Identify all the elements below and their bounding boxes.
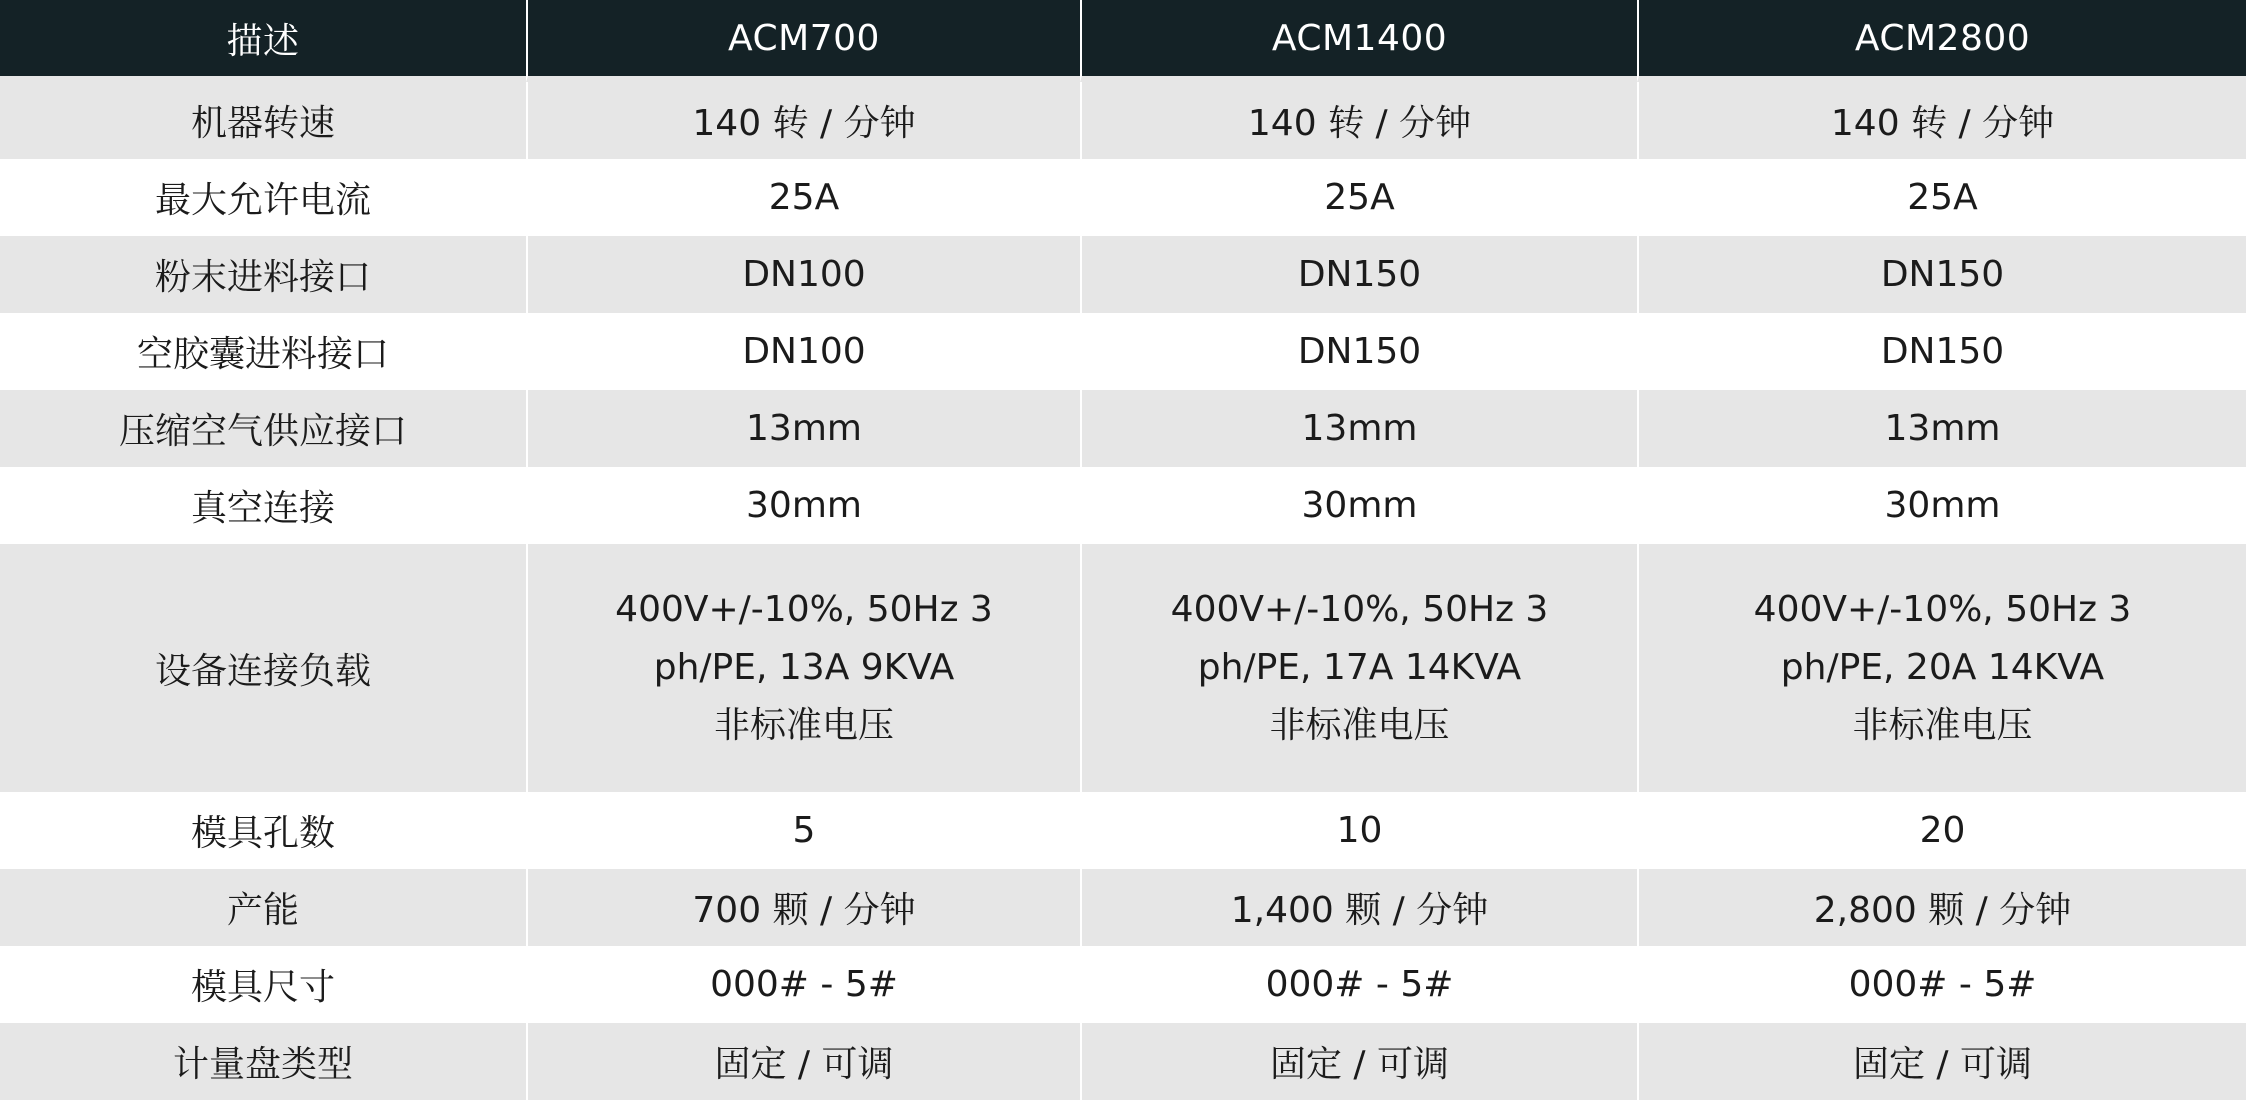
value-line: 400V+/-10%, 50Hz 3 <box>1170 589 1549 630</box>
value-line: 140 转 / 分钟 <box>1247 103 1472 144</box>
value-line: DN150 <box>1880 331 2005 372</box>
value-line: ph/PE, 17A 14KVA <box>1197 647 1522 688</box>
value-cell <box>1080 236 1637 313</box>
value-line: 非标准电压 <box>1852 705 2033 746</box>
header-description: 描述 <box>0 0 526 82</box>
value-cell <box>1637 390 2246 467</box>
value-line: 400V+/-10%, 50Hz 3 <box>615 589 993 630</box>
value-cell <box>1080 869 1637 946</box>
value-line: 固定 / 可调 <box>1852 1044 2033 1085</box>
value-line: 固定 / 可调 <box>1269 1044 1450 1085</box>
value-line: 25A <box>1907 177 1978 218</box>
value-line: 固定 / 可调 <box>714 1044 894 1085</box>
value-line: 10 <box>1336 810 1383 851</box>
value-cell <box>1637 236 2246 313</box>
value-cell <box>1080 946 1637 1023</box>
table-row <box>0 313 2246 390</box>
table-row <box>0 1023 2246 1100</box>
value-line: 400V+/-10%, 50Hz 3 <box>1753 589 2132 630</box>
value-cell <box>1637 544 2246 792</box>
value-cell <box>1637 467 2246 544</box>
value-cell <box>1080 792 1637 869</box>
value-cell <box>1637 946 2246 1023</box>
value-line: 非标准电压 <box>713 705 894 746</box>
value-line: DN150 <box>1297 254 1422 295</box>
table-row <box>0 544 2246 792</box>
table-row <box>0 390 2246 467</box>
row-label: 空胶囊进料接口 <box>0 313 526 390</box>
header-acm700: ACM700 <box>526 0 1080 82</box>
value-cell <box>526 236 1080 313</box>
value-cell <box>1080 82 1637 159</box>
value-cell <box>526 946 1080 1023</box>
value-line: 13mm <box>1301 408 1418 449</box>
value-cell <box>526 544 1080 792</box>
value-line: 140 转 / 分钟 <box>692 103 916 144</box>
value-cell <box>1637 869 2246 946</box>
value-cell <box>1080 1023 1637 1100</box>
table-row <box>0 946 2246 1023</box>
value-line: ph/PE, 20A 14KVA <box>1780 647 2105 688</box>
value-cell <box>526 1023 1080 1100</box>
table-row <box>0 792 2246 869</box>
value-line: 20 <box>1919 810 1966 851</box>
value-line: DN100 <box>742 254 866 295</box>
value-cell <box>526 467 1080 544</box>
table-row <box>0 869 2246 946</box>
value-cell <box>526 313 1080 390</box>
table-header-row <box>0 0 2246 82</box>
row-label: 机器转速 <box>0 82 526 159</box>
value-cell <box>1637 792 2246 869</box>
value-cell <box>526 159 1080 236</box>
value-cell <box>1080 390 1637 467</box>
value-cell <box>1080 159 1637 236</box>
value-line: 140 转 / 分钟 <box>1830 103 2055 144</box>
value-line: 000# - 5# <box>1265 964 1454 1005</box>
value-line: 30mm <box>746 485 862 526</box>
value-line: 700 颗 / 分钟 <box>692 890 916 931</box>
value-cell <box>1080 544 1637 792</box>
value-cell <box>526 792 1080 869</box>
value-cell <box>1637 82 2246 159</box>
header-acm1400: ACM1400 <box>1080 0 1637 82</box>
value-line: 000# - 5# <box>1848 964 2037 1005</box>
value-line: 5 <box>792 810 816 851</box>
value-line: 30mm <box>1301 485 1418 526</box>
value-cell <box>526 390 1080 467</box>
value-line: 13mm <box>1884 408 2001 449</box>
value-line: 25A <box>768 177 840 218</box>
row-label: 最大允许电流 <box>0 159 526 236</box>
value-line: 000# - 5# <box>710 964 898 1005</box>
value-cell <box>1637 159 2246 236</box>
table-row <box>0 467 2246 544</box>
value-line: DN150 <box>1880 254 2005 295</box>
value-cell <box>1080 313 1637 390</box>
row-label: 粉末进料接口 <box>0 236 526 313</box>
value-cell <box>1637 1023 2246 1100</box>
row-label: 模具孔数 <box>0 792 526 869</box>
value-line: 13mm <box>746 408 862 449</box>
value-cell <box>526 869 1080 946</box>
row-label: 设备连接负载 <box>0 544 526 792</box>
value-line: 2,800 颗 / 分钟 <box>1813 890 2072 931</box>
table-row <box>0 159 2246 236</box>
table-row <box>0 236 2246 313</box>
value-line: DN100 <box>742 331 866 372</box>
value-line: DN150 <box>1297 331 1422 372</box>
table-row <box>0 82 2246 159</box>
value-line: 非标准电压 <box>1269 705 1450 746</box>
row-label: 产能 <box>0 869 526 946</box>
header-acm2800: ACM2800 <box>1637 0 2246 82</box>
value-cell <box>1080 467 1637 544</box>
value-line: 25A <box>1324 177 1395 218</box>
value-line: 1,400 颗 / 分钟 <box>1230 890 1489 931</box>
value-line: 30mm <box>1884 485 2001 526</box>
row-label: 压缩空气供应接口 <box>0 390 526 467</box>
row-label: 计量盘类型 <box>0 1023 526 1100</box>
row-label: 模具尺寸 <box>0 946 526 1023</box>
value-cell <box>526 82 1080 159</box>
value-cell <box>1637 313 2246 390</box>
value-line: ph/PE, 13A 9KVA <box>653 647 955 688</box>
row-label: 真空连接 <box>0 467 526 544</box>
